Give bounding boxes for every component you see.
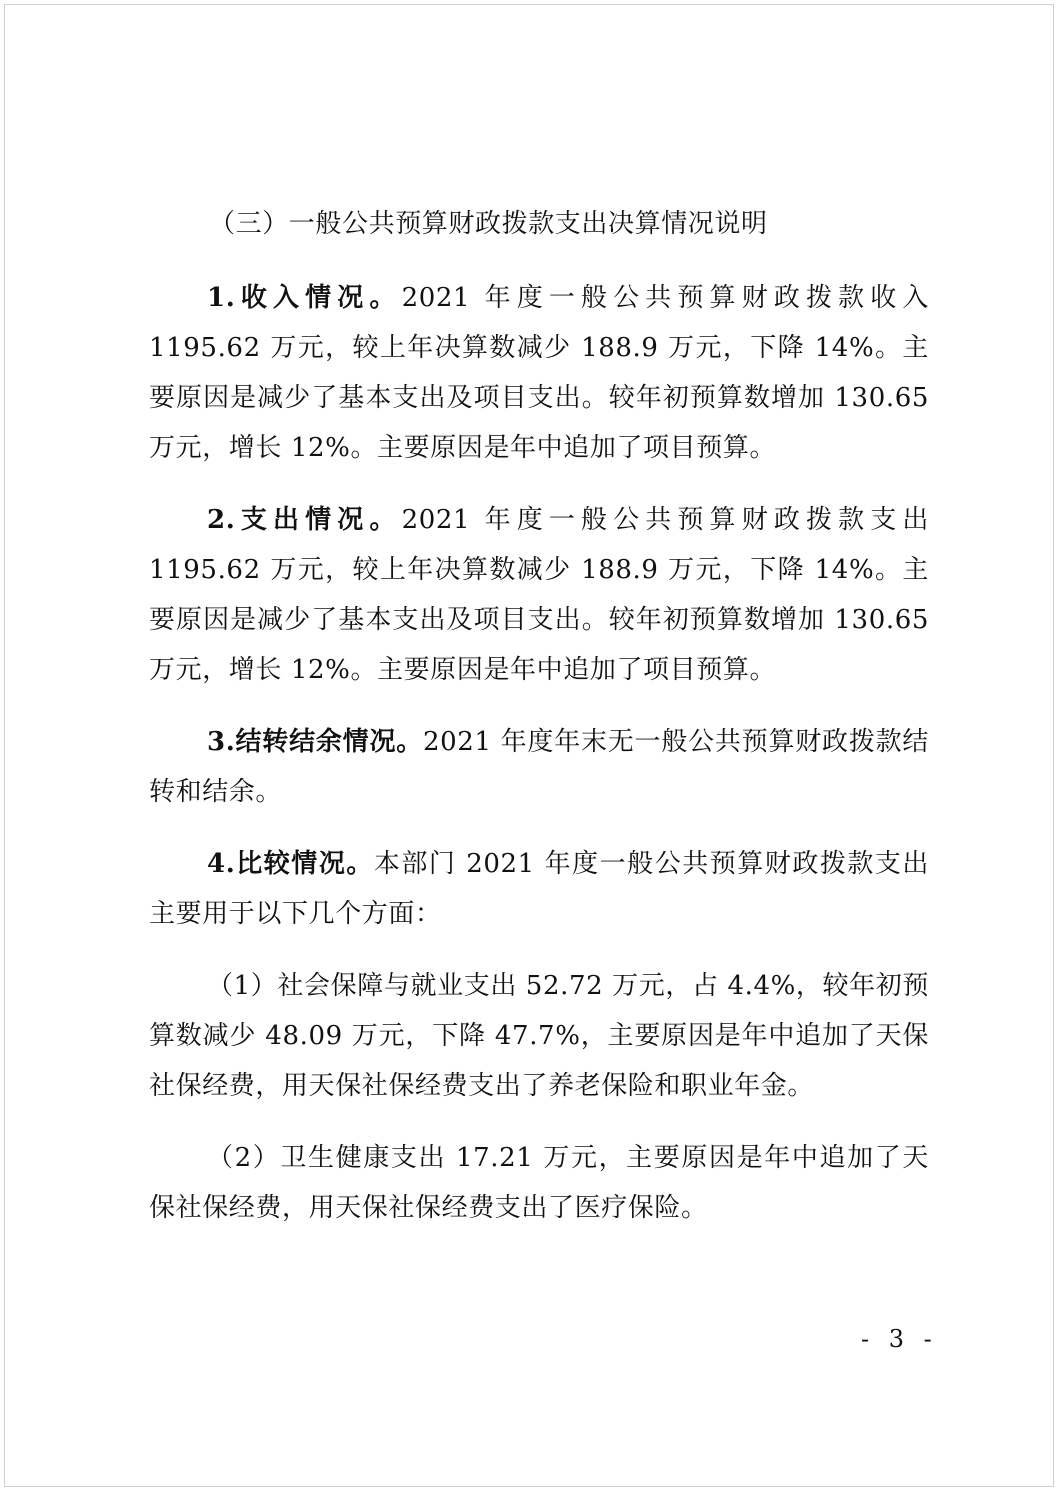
paragraph-lead: 2.支出情况。 bbox=[207, 505, 402, 535]
page-number: - 3 - bbox=[861, 1325, 938, 1353]
paragraph-body: 本部门 2021 年度一般公共预算财政拨款支出主要用于以下几个方面： bbox=[149, 849, 930, 929]
paragraph-body: 2021 年度一般公共预算财政拨款收入 1195.62 万元，较上年决算数减少 188.9 万元，下降 14%。主要原因是减少了基本支出及项目支出。较年初预算数增加 130.65 万元，增长 12%。主要原因是年中追加了项目预算。 bbox=[149, 283, 929, 463]
paragraph-body: （2）卫生健康支出 17.21 万元，主要原因是年中追加了天保社保经费，用天保社保经费支出了医疗保险。 bbox=[149, 1143, 929, 1223]
document-page bbox=[4, 4, 1054, 1487]
paragraph-expenditure bbox=[149, 495, 929, 695]
paragraph-comparison bbox=[149, 839, 929, 939]
paragraph-item-health bbox=[149, 1133, 929, 1233]
paragraph-carryover bbox=[149, 717, 929, 817]
paragraph-lead: 3.结转结余情况。 bbox=[207, 727, 424, 757]
paragraph-item-social-security bbox=[149, 961, 929, 1111]
paragraph-body: 2021 年度年末无一般公共预算财政拨款结转和结余。 bbox=[149, 727, 929, 807]
paragraph-body: 2021 年度一般公共预算财政拨款支出 1195.62 万元，较上年决算数减少 188.9 万元，下降 14%。主要原因是减少了基本支出及项目支出。较年初预算数增加 130.65 万元，增长 12%。主要原因是年中追加了项目预算。 bbox=[149, 505, 929, 685]
paragraph-body: （1）社会保障与就业支出 52.72 万元，占 4.4%，较年初预算数减少 48.09 万元，下降 47.7%，主要原因是年中追加了天保社保经费，用天保社保经费支出了养老保险和职业年金。 bbox=[149, 971, 929, 1101]
paragraph-lead: 1.收入情况。 bbox=[207, 283, 402, 313]
paragraph-income bbox=[149, 273, 929, 473]
paragraph-lead: 4.比较情况。 bbox=[207, 849, 374, 879]
section-heading: （三）一般公共预算财政拨款支出决算情况说明 bbox=[209, 209, 768, 239]
page-content bbox=[149, 199, 929, 1255]
